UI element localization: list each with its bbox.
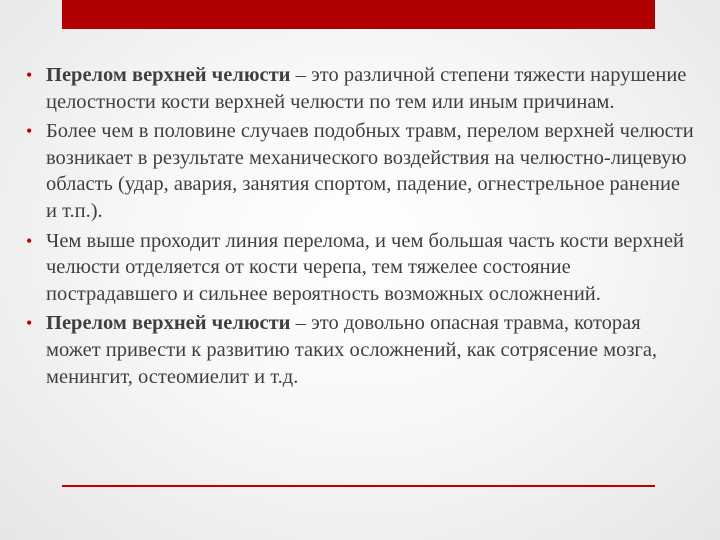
bullet-text: – это различной степени тяжести нарушение целостности кости верхней челюсти по тем или иным причинам. xyxy=(46,64,687,113)
top-accent-bar xyxy=(62,0,655,29)
bullet-item-2 xyxy=(26,118,696,224)
bullet-text: Чем выше проходит линия перелома, и чем большая часть кости верхней челюсти отделяется от кости черепа, тем тяжелее состояние пострадавшего и сильнее вероятность возможных осложнений. xyxy=(46,229,684,305)
bullet-bold-term: Перелом верхней челюсти xyxy=(46,64,291,86)
bullet-icon: • xyxy=(26,65,33,85)
bottom-divider xyxy=(62,485,655,487)
bullet-icon: • xyxy=(26,121,33,142)
bullet-list xyxy=(26,62,696,393)
bullet-text: – это довольно опасная травма, которая может привести к развитию таких осложнений, как сотрясение мозга, менингит, остеомиелит и т.д. xyxy=(46,312,658,388)
bullet-item-3 xyxy=(26,228,696,308)
bullet-icon: • xyxy=(26,313,33,334)
bullet-item-1 xyxy=(26,62,696,115)
bullet-item-4 xyxy=(26,310,696,390)
bullet-text: Более чем в половине случаев подобных травм, перелом верхней челюсти возникает в результате механического воздействия на челюстно-лицевую область (удар, авария, занятия спортом, падение, огнестрельное ранение и т.п.). xyxy=(46,120,694,222)
bullet-bold-term: Перелом верхней челюсти xyxy=(46,312,291,335)
bullet-icon: • xyxy=(26,230,33,251)
